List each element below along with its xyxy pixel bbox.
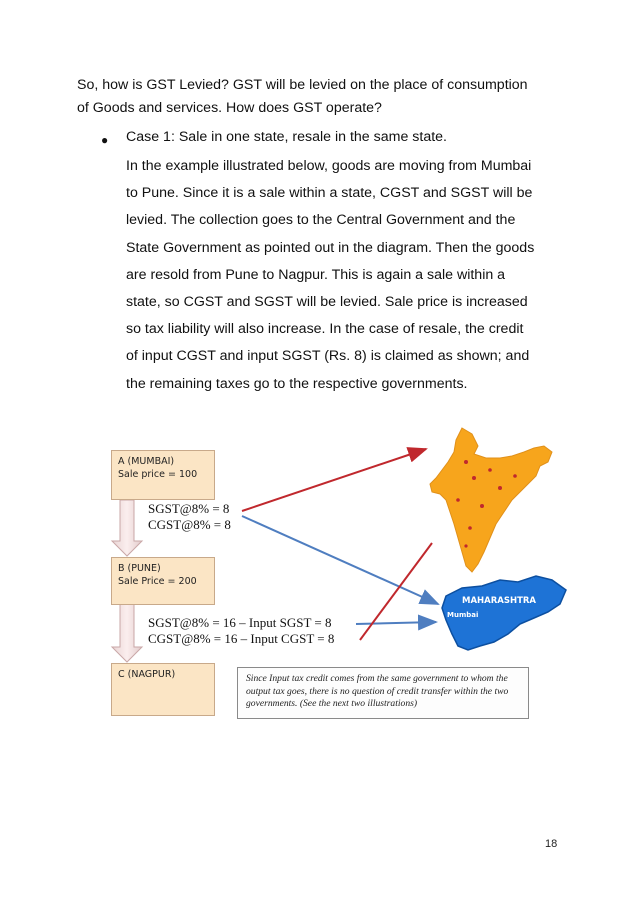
bullet-line: state, so CGST and SGST will be levied. Sale price is increased bbox=[126, 294, 528, 311]
map-city-label: Mumbai bbox=[447, 611, 479, 619]
india-map-icon bbox=[430, 428, 552, 572]
tax-label-sgst-b: SGST@8% = 16 – Input SGST = 8 bbox=[148, 615, 332, 630]
bullet-line: In the example illustrated below, goods are moving from Mumbai bbox=[126, 158, 532, 174]
red-arrow-cgst-b bbox=[360, 543, 432, 640]
red-arrow-sgst-a bbox=[242, 449, 426, 511]
bullet-line: levied. The collection goes to the Central Government and the bbox=[126, 212, 516, 229]
bullet-line: are resold from Pune to Nagpur. This is again a sale within a bbox=[126, 266, 506, 283]
seller-box-mumbai bbox=[111, 450, 215, 500]
buyer-box-nagpur bbox=[111, 663, 215, 716]
intro-line-1: So, how is GST Levied? GST will be levied on the place of consumption bbox=[77, 77, 528, 93]
page-number: 18 bbox=[545, 838, 558, 850]
tax-label-cgst-b: CGST@8% = 16 – Input CGST = 8 bbox=[148, 631, 335, 646]
down-arrow-a-to-b bbox=[112, 500, 142, 556]
seller-box-pune bbox=[111, 557, 215, 605]
bullet-line: of input CGST and input SGST (Rs. 8) is claimed as shown; and bbox=[126, 348, 530, 365]
tax-label-cgst-a: CGST@8% = 8 bbox=[148, 517, 231, 532]
blue-arrow-cgst-a bbox=[242, 516, 438, 604]
bullet-heading: Case 1: Sale in one state, resale in the same state. bbox=[126, 129, 447, 145]
bullet-dot-icon: ● bbox=[101, 133, 109, 147]
box-name: B (PUNE) bbox=[118, 563, 161, 574]
tax-label-sgst-a: SGST@8% = 8 bbox=[148, 501, 230, 516]
blue-arrow-sgst-b bbox=[356, 622, 436, 624]
maharashtra-map-icon bbox=[442, 576, 566, 650]
bullet-line: the remaining taxes go to the respective governments. bbox=[126, 375, 468, 392]
bullet-line: so tax liability will also increase. In the case of resale, the credit bbox=[126, 321, 524, 338]
box-price: Sale price = 100 bbox=[118, 469, 198, 480]
intro-line-2: of Goods and services. How does GST operate? bbox=[77, 100, 382, 116]
box-name: C (NAGPUR) bbox=[118, 669, 176, 680]
diagram-note: Since Input tax credit comes from the same government to whom the output tax goes, there is no question of credit transfer within the two governments. (See the next two illustrations) bbox=[237, 667, 529, 719]
bullet-line: State Government as pointed out in the diagram. Then the goods bbox=[126, 239, 535, 256]
map-state-label: MAHARASHTRA bbox=[462, 596, 537, 606]
box-price: Sale Price = 200 bbox=[118, 576, 197, 587]
box-name: A (MUMBAI) bbox=[118, 456, 175, 467]
down-arrow-b-to-c bbox=[112, 604, 142, 662]
bullet-line: to Pune. Since it is a sale within a state, CGST and SGST will be bbox=[126, 185, 533, 202]
